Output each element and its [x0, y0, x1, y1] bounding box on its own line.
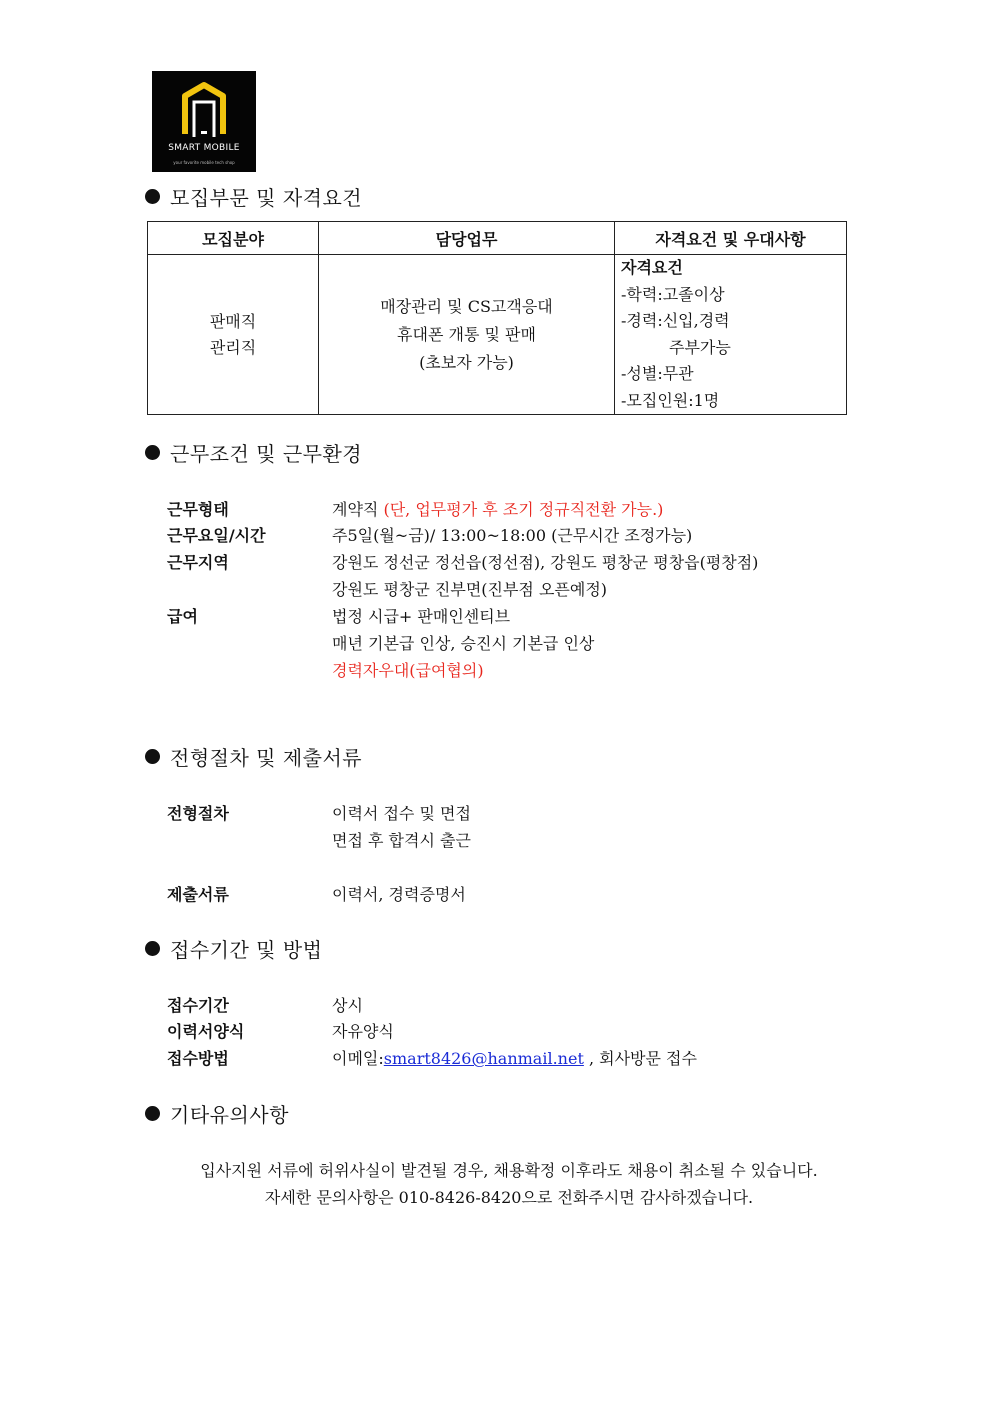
resume-form-label: 이력서양식 — [167, 1022, 245, 1041]
section-title-notes: 기타유의사항 — [145, 1099, 289, 1128]
notice-line: 입사지원 서류에 허위사실이 발견될 경우, 채용확정 이후라도 채용이 취소될 수 있습니다. — [200, 1161, 818, 1180]
pay-line-highlight: 경력자우대(급여협의) — [332, 661, 484, 680]
table-header-row — [148, 222, 847, 255]
apply-method-label: 접수방법 — [167, 1049, 229, 1068]
duties-cell: 매장관리 및 CS고객응대 휴대폰 개통 및 판매 (초보자 가능) — [319, 255, 615, 415]
phone-logo-icon — [152, 71, 256, 172]
table-row — [148, 255, 847, 415]
work-type-value: 계약직 (단, 업무평가 후 조기 정규직전환 가능.) — [332, 500, 664, 519]
bullet-icon — [145, 445, 160, 460]
qualification-item: -학력:고졸이상 — [621, 284, 725, 304]
work-area-line: 강원도 정선군 정선읍(정선점), 강원도 평창군 평창읍(평창점) — [332, 553, 759, 572]
work-days-label: 근무요일/시간 — [167, 526, 266, 545]
table-header-cell: 모집분야 — [148, 222, 319, 255]
bullet-icon — [145, 189, 160, 204]
section-title-process: 전형절차 및 제출서류 — [145, 742, 362, 771]
pay-line: 매년 기본급 인상, 승진시 기본급 인상 — [332, 634, 595, 653]
work-type-label: 근무형태 — [167, 500, 229, 519]
documents-value: 이력서, 경력증명서 — [332, 885, 466, 904]
email-link[interactable]: smart8426@hanmail.net — [383, 1049, 584, 1068]
documents-label: 제출서류 — [167, 885, 229, 904]
recruit-table — [147, 221, 847, 415]
pay-label: 급여 — [167, 607, 198, 626]
process-step: 이력서 접수 및 면접 — [332, 804, 471, 823]
work-area-label: 근무지역 — [167, 553, 229, 572]
section-title-recruit: 모집부문 및 자격요건 — [145, 182, 362, 211]
work-type-note: (단, 업무평가 후 조기 정규직전환 가능.) — [383, 500, 664, 519]
bullet-icon — [145, 941, 160, 956]
work-area-line: 강원도 평창군 진부면(진부점 오픈예정) — [332, 580, 608, 599]
pay-line: 법정 시급+ 판매인센티브 — [332, 607, 511, 626]
process-label: 전형절차 — [167, 804, 229, 823]
process-step: 면접 후 합격시 출근 — [332, 831, 471, 850]
bullet-icon — [145, 749, 160, 764]
apply-period-label: 접수기간 — [167, 996, 229, 1015]
field-cell: 판매직 관리직 — [148, 255, 319, 415]
bullet-icon — [145, 1106, 160, 1121]
notice-line: 자세한 문의사항은 010-8426-8420으로 전화주시면 감사하겠습니다. — [264, 1188, 754, 1207]
qualification-item: 주부가능 — [669, 337, 731, 357]
apply-method-value: 이메일:smart8426@hanmail.net , 회사방문 접수 — [332, 1049, 697, 1068]
qualification-title: 자격요건 — [621, 258, 683, 277]
company-logo — [152, 71, 256, 172]
section-title-conditions: 근무조건 및 근무환경 — [145, 438, 362, 467]
section-title-apply: 접수기간 및 방법 — [145, 934, 322, 963]
qualification-item: -모집인원:1명 — [621, 390, 720, 410]
logo-brand-text: SMART MOBILE — [168, 143, 240, 153]
table-header-cell: 자격요건 및 우대사항 — [615, 222, 847, 255]
resume-form-value: 자유양식 — [332, 1022, 394, 1041]
apply-period-value: 상시 — [332, 996, 363, 1015]
work-days-value: 주5일(월~금)/ 13:00~18:00 (근무시간 조정가능) — [332, 526, 693, 545]
logo-tagline: your favorite mobile tech shop — [173, 160, 235, 165]
qualification-item: -성별:무관 — [621, 364, 694, 383]
qualification-item: -경력:신입,경력 — [621, 311, 730, 330]
qualification-cell — [615, 255, 847, 415]
table-header-cell: 담당업무 — [319, 222, 615, 255]
